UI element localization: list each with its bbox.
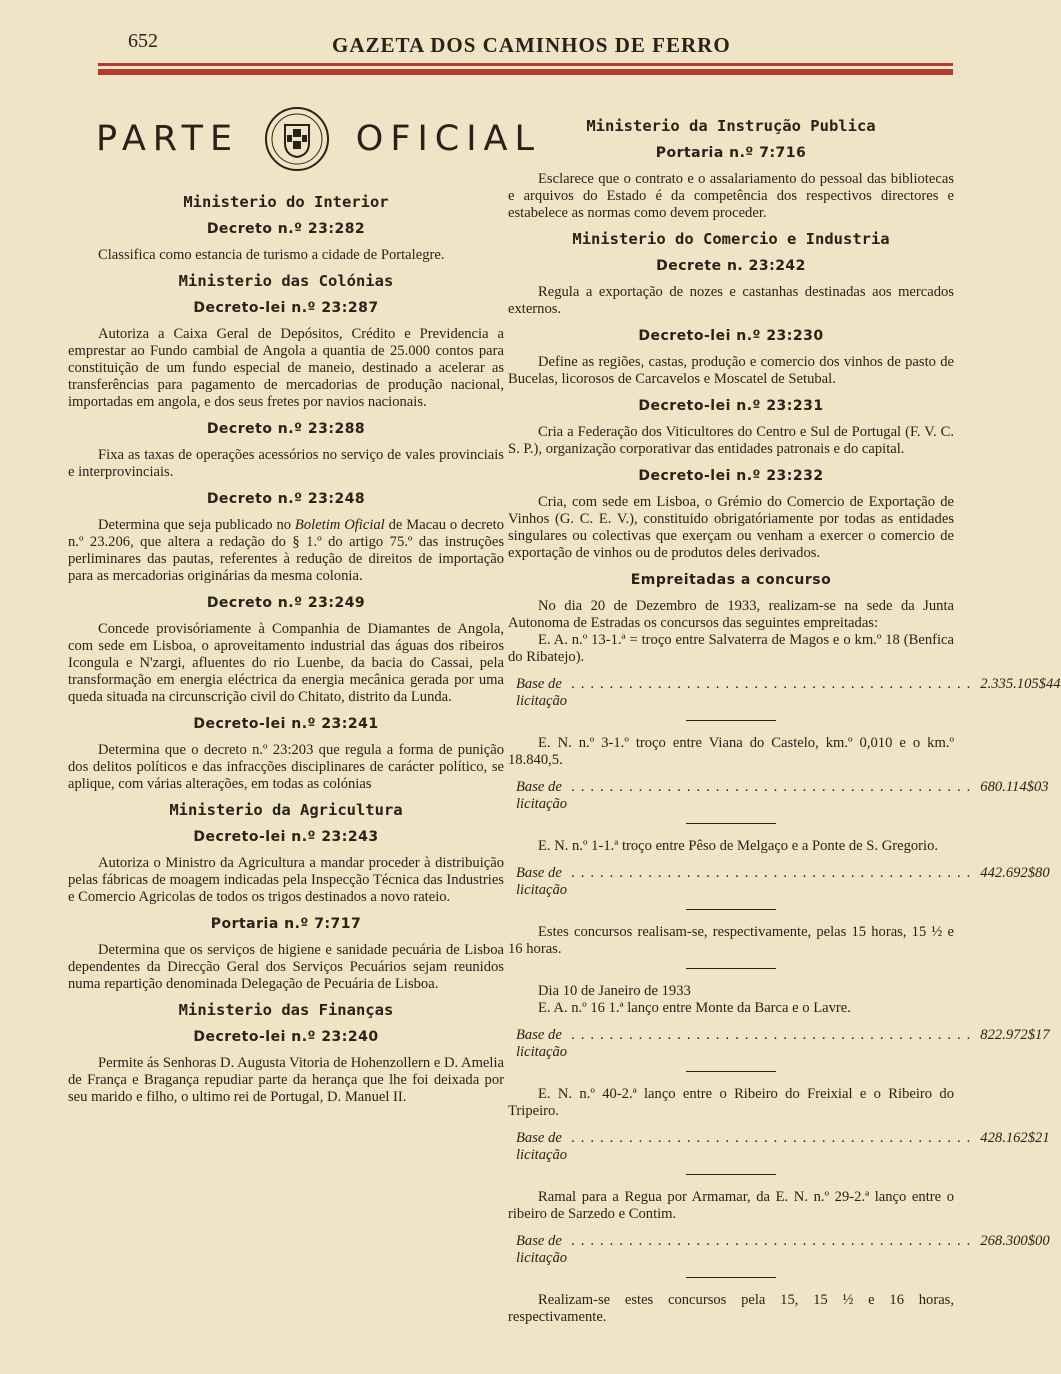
decree-summary: Define as regiões, castas, produção e comercio dos vinhos de pasto de Bucelas, licorosos de Carcavelos e Moscatel de Setubal. — [508, 354, 954, 387]
schedule-note: Estes concursos realisam-se, respectivamente, pelas 15 horas, 15 ½ e 16 horas. — [508, 924, 954, 957]
decree-heading: Decreto-lei n.º 23:243 — [193, 829, 379, 845]
decree-summary: Autoriza a Caixa Geral de Depósitos, Crédito e Previdencia a emprestar ao Fundo cambial de Angola a quantia de 25.000 contos para constituição de um fundo especial de maneio, destinado a acelerar as transferências para pagamento de mercadorias de produção nacional, importadas em angola, e dos seus fretes por navios nacionais. — [68, 326, 504, 410]
base-label: Base de licitação — [516, 1233, 568, 1266]
left-column — [68, 105, 541, 1106]
dot-leader: .......................................... — [571, 676, 977, 692]
section-title-left: PARTE — [96, 119, 240, 159]
decree-summary: Concede provisóriamente à Companhia de Diamantes de Angola, com sede em Lisboa, o aproveitamento industrial das águas dos ribeiros Icongula e N'zargi, afluentes do rio Luenbe, da bacia do Cassai, pela transformação em energia eléctrica da energia mecânica gerada por uma queda situada na circunscrição civil do Chitato, distrito da Lunda. — [68, 621, 504, 705]
decree-heading: Decreto-lei n.º 23:240 — [193, 1029, 379, 1045]
dot-leader: .......................................... — [571, 1130, 977, 1146]
tender-base-price — [516, 1233, 1050, 1267]
ministry-heading: Ministerio das Finanças — [178, 1001, 394, 1019]
tender-base-price — [516, 676, 1061, 710]
separator — [686, 720, 776, 721]
decree-heading: Decreto-lei n.º 23:230 — [638, 328, 824, 344]
header-rule-thick — [98, 69, 953, 75]
dot-leader: .......................................... — [571, 865, 977, 881]
tender-item: E. N. n.º 1-1.ª troço entre Pêso de Melgaço e a Ponte de S. Gregorio. — [538, 838, 939, 854]
tender-base-price — [516, 1130, 1050, 1164]
boletim-oficial-title: Boletim Oficial — [294, 517, 385, 533]
base-label: Base de licitação — [516, 779, 568, 812]
tenders-intro: No dia 20 de Dezembro de 1933, realizam-se na sede da Junta Autonoma de Estradas os concursos das seguintes empreitadas: — [508, 598, 954, 631]
tender-item: E. N. n.º 40-2.ª lanço entre o Ribeiro do Freixial e o Ribeiro do Tripeiro. — [508, 1086, 954, 1119]
base-label: Base de licitação — [516, 676, 568, 709]
page-number: 652 — [128, 30, 158, 52]
decree-heading: Decreto n.º 23:248 — [206, 491, 366, 507]
decree-summary: Esclarece que o contrato e o assalariamento do pessoal das bibliotecas e arquivos do Estado é da competência dos respectivos directores e estabelece as normas como devem proceder. — [508, 171, 954, 221]
decree-summary: Autoriza o Ministro da Agricultura a mandar proceder à distribuição pelas fábricas de moagem indicadas pela Inspecção Técnica das Industries e Comercio Agricolas de todos os trigos destinados a novo rateio. — [68, 855, 504, 905]
section-title-right: OFICIAL — [355, 119, 541, 159]
ministry-heading: Ministerio do Interior — [183, 193, 389, 211]
decree-heading: Decrete n. 23:242 — [656, 258, 806, 274]
ministry-heading: Ministerio do Comercio e Industria — [572, 230, 890, 248]
tender-item: E. A. n.º 13-1.ª = troço entre Salvaterra de Magos e o km.º 18 (Benfica do Ribatejo). — [508, 632, 954, 665]
separator — [686, 1277, 776, 1278]
schedule-note: Realizam-se estes concursos pela 15, 15 ½ e 16 horas, respectivamente. — [508, 1292, 954, 1325]
separator — [686, 968, 776, 969]
decree-summary: Regula a exportação de nozes e castanhas destinadas aos mercados externos. — [508, 284, 954, 317]
tender-item: E. N. n.º 3-1.º troço entre Viana do Castelo, km.º 0,010 e o km.º 18.840,5. — [508, 735, 954, 768]
base-label: Base de licitação — [516, 865, 568, 898]
tender-item: E. A. n.º 16 1.ª lanço entre Monte da Barca e o Lavre. — [538, 1000, 851, 1016]
header-rule-thin — [98, 63, 953, 66]
decree-heading: Decreto-lei n.º 23:241 — [193, 716, 379, 732]
separator — [686, 909, 776, 910]
journal-title: GAZETA DOS CAMINHOS DE FERRO — [332, 33, 731, 57]
dot-leader: .......................................... — [571, 1233, 977, 1249]
ministry-heading: Ministerio da Agricultura — [169, 801, 403, 819]
decree-heading: Portaria n.º 7:716 — [655, 145, 807, 161]
tender-base-price — [516, 865, 1050, 899]
tender-base-price — [516, 1027, 1050, 1061]
base-value: 428.162$21 — [980, 1130, 1050, 1146]
decree-heading: Decreto-lei n.º 23:231 — [638, 398, 824, 414]
decree-heading: Decreto n.º 23:288 — [206, 421, 366, 437]
decree-heading: Decreto n.º 23:282 — [206, 221, 366, 237]
decree-summary: Determina que os serviços de higiene e sanidade pecuária de Lisboa dependentes da Direcção Geral dos Serviços Pecuários sejam reunidos numa repartição denominada Delegação de Pecuária de Lisboa. — [68, 942, 504, 992]
decree-summary: Permite ás Senhoras D. Augusta Vitoria de Hohenzollern e D. Amelia de França e Bragança repudiar parte da herança que lhe foi deixada por seu marido e filho, o ultimo rei de Portugal, D. Manuel II. — [68, 1055, 504, 1105]
decree-summary — [68, 517, 504, 585]
separator — [686, 823, 776, 824]
decree-summary: Fixa as taxas de operações acessórios no serviço de vales provinciais e interprovinciais. — [68, 447, 504, 480]
decree-heading: Decreto n.º 23:249 — [206, 595, 366, 611]
separator — [686, 1071, 776, 1072]
decree-summary: Determina que o decreto n.º 23:203 que regula a forma de punição dos delitos políticos e das infracções disciplinares de carácter político, se aplique, com várias alterações, em todas as colónias — [68, 742, 504, 792]
date-line: Dia 10 de Janeiro de 1933 — [538, 983, 691, 999]
summary-text-start: Determina que seja publicado no — [98, 517, 295, 533]
base-label: Base de licitação — [516, 1027, 568, 1060]
base-value: 442.692$80 — [980, 865, 1050, 881]
base-value: 822.972$17 — [980, 1027, 1050, 1043]
base-value: 680.114$03 — [980, 779, 1049, 795]
coat-of-arms-icon — [263, 105, 331, 173]
tenders-heading: Empreitadas a concurso — [630, 572, 832, 588]
dot-leader: .......................................... — [571, 779, 977, 795]
decree-heading: Decreto-lei n.º 23:232 — [638, 468, 824, 484]
right-column — [508, 117, 1061, 1326]
decree-summary: Classifica como estancia de turismo a cidade de Portalegre. — [98, 247, 445, 263]
base-value: 268.300$00 — [980, 1233, 1050, 1249]
base-value: 2.335.105$44 — [980, 676, 1061, 692]
dot-leader: .......................................... — [571, 1027, 977, 1043]
section-title — [96, 105, 541, 173]
ministry-heading: Ministerio da Instrução Publica — [586, 117, 876, 135]
decree-heading: Decreto-lei n.º 23:287 — [193, 300, 379, 316]
decree-heading: Portaria n.º 7:717 — [210, 916, 362, 932]
separator — [686, 1174, 776, 1175]
decree-summary: Cria a Federação dos Viticultores do Centro e Sul de Portugal (F. V. C. S. P.), organização corporativar das entidades patronais e do capital. — [508, 424, 954, 457]
base-label: Base de licitação — [516, 1130, 568, 1163]
ministry-heading: Ministerio das Colónias — [178, 272, 394, 290]
decree-summary: Cria, com sede em Lisboa, o Grémio do Comercio de Exportação de Vinhos (G. C. E. V.), constituido obrigatóriamente por todas as entidades singulares ou colectivas que exerçam ou venham a exercer o comercio de exportação de vinhos ou de produtos deles derivados. — [508, 494, 954, 561]
tender-item: Ramal para a Regua por Armamar, da E. N. n.º 29-2.ª lanço entre o ribeiro de Sarzedo e Contim. — [508, 1189, 954, 1222]
tender-base-price — [516, 779, 1049, 813]
summary-text-end: de Macau o decreto n.º 23.206, que altera a redação do § 1.º do artigo 75.º das instruções perliminares das pautas, referentes à redução de direitos de importação para as mercadorias originárias da mesma colonia. — [68, 517, 504, 584]
